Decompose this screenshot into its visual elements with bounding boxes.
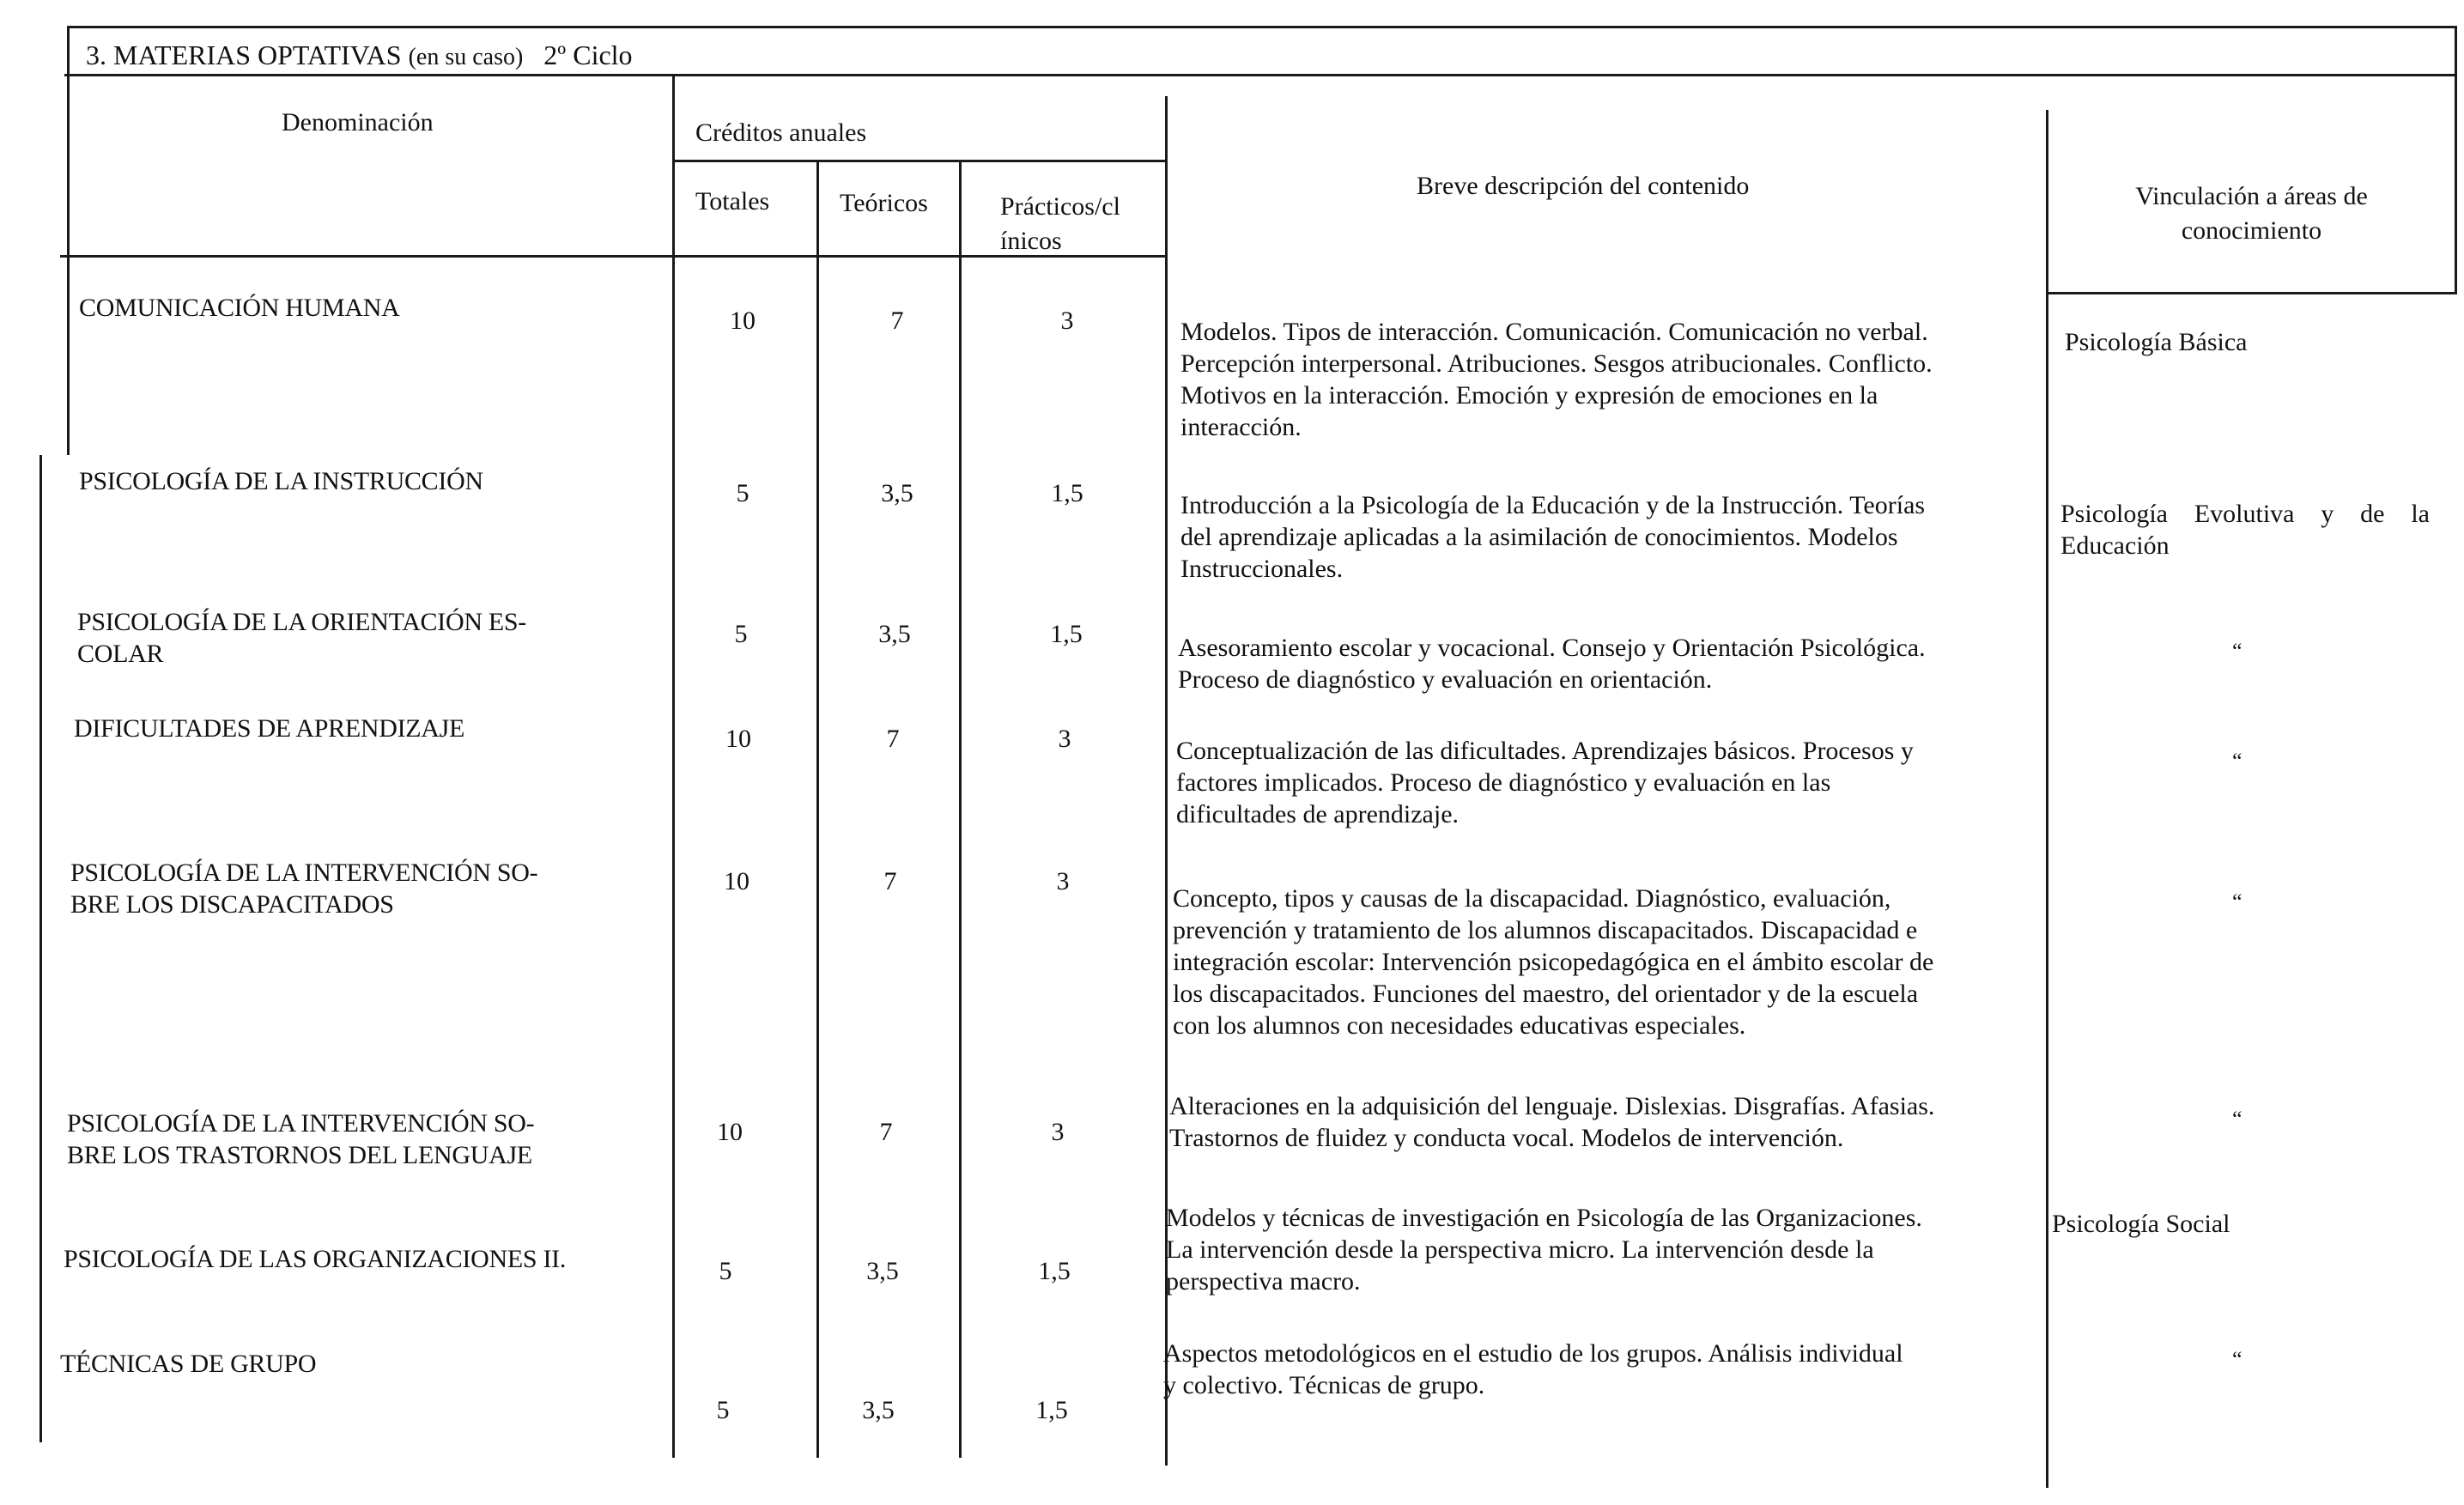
rule-totales [816, 161, 819, 1458]
course-description-line: Alteraciones en la adquisición del lenguaje. Dislexias. Disgrafías. Afasias. [1169, 1092, 1935, 1120]
credits-teoricos: 3,5 [881, 479, 913, 507]
rule-right [2455, 26, 2457, 294]
course-description-line: Introducción a la Psicología de la Educación y de la Instrucción. Teorías [1180, 491, 1926, 519]
credits-practicos: 1,5 [1035, 1396, 1068, 1424]
credits-practicos: 3 [1056, 867, 1070, 895]
course-description-line: Trastornos de fluidez y conducta vocal. Modelos de intervención. [1169, 1124, 1844, 1152]
credits-teoricos: 3,5 [866, 1257, 899, 1285]
course-description-line: Asesoramiento escolar y vocacional. Consejo y Orientación Psicológica. [1178, 634, 1926, 662]
course-name: DIFICULTADES DE APRENDIZAJE [74, 714, 465, 743]
rule-descripcion [2046, 110, 2048, 1488]
header-teoricos: Teóricos [840, 189, 928, 217]
course-name: BRE LOS TRASTORNOS DEL LENGUAJE [67, 1141, 532, 1169]
course-name: PSICOLOGÍA DE LA ORIENTACIÓN ES- [77, 608, 526, 636]
course-description-line: Instruccionales. [1180, 555, 1344, 583]
credits-totales: 5 [716, 1396, 730, 1424]
header-practicos-line1: Prácticos/cl [1000, 192, 1120, 221]
course-name: PSICOLOGÍA DE LA INTERVENCIÓN SO- [67, 1109, 535, 1138]
course-description-line: los discapacitados. Funciones del maestro, del orientador y de la escuela [1173, 980, 1919, 1008]
area-ditto-mark: “ [2232, 1347, 2242, 1372]
header-vinculacion-line1: Vinculación a áreas de [2135, 182, 2368, 210]
rule-top [69, 26, 2457, 28]
header-totales: Totales [695, 187, 770, 215]
course-description-line: del aprendizaje aplicadas a la asimilación de conocimientos. Modelos [1180, 523, 1898, 551]
section-title [86, 39, 633, 73]
course-description-line: interacción. [1180, 413, 1302, 441]
course-description-line: prevención y tratamiento de los alumnos discapacitados. Discapacidad e [1173, 916, 1918, 944]
course-name: BRE LOS DISCAPACITADOS [70, 890, 394, 919]
credits-practicos: 1,5 [1051, 479, 1083, 507]
rule-under-headers-right [2048, 292, 2457, 294]
course-name: PSICOLOGÍA DE LA INTERVENCIÓN SO- [70, 859, 538, 887]
course-description-line: Aspectos metodológicos en el estudio de los grupos. Análisis individual [1163, 1339, 1903, 1368]
credits-practicos: 1,5 [1050, 620, 1083, 648]
credits-totales: 10 [724, 867, 750, 895]
credits-practicos: 3 [1058, 725, 1071, 753]
knowledge-area: Psicología Social [2052, 1210, 2230, 1238]
header-practicos-line2: ínicos [1000, 227, 1062, 255]
header-vinculacion-line2: conocimiento [2181, 216, 2322, 245]
header-denominacion: Denominación [282, 108, 434, 137]
credits-teoricos: 7 [883, 867, 897, 895]
rule-under-title [64, 74, 2457, 76]
course-description-line: factores implicados. Proceso de diagnóstico y evaluación en las [1176, 768, 1831, 797]
header-creditos: Créditos anuales [695, 118, 867, 147]
course-description-line: Concepto, tipos y causas de la discapacidad. Diagnóstico, evaluación, [1173, 884, 1891, 913]
course-description-line: Percepción interpersonal. Atribuciones. Sesgos atribucionales. Conflicto. [1180, 349, 1933, 378]
area-ditto-mark: “ [2232, 749, 2242, 774]
course-description-line: Modelos y técnicas de investigación en Psicología de las Organizaciones. [1166, 1204, 1922, 1232]
section-cycle: 2º Ciclo [543, 39, 633, 70]
course-description-line: La intervención desde la perspectiva micro. La intervención desde la [1166, 1235, 1874, 1264]
section-number: 3. MATERIAS OPTATIVAS [86, 39, 402, 70]
credits-teoricos: 7 [890, 306, 904, 335]
course-description-line: Conceptualización de las dificultades. Aprendizajes básicos. Procesos y [1176, 737, 1914, 765]
rule-left [67, 26, 70, 455]
course-description-line: integración escolar: Intervención psicopedagógica en el ámbito escolar de [1173, 948, 1934, 976]
credits-teoricos: 7 [879, 1118, 893, 1146]
course-description-line: Motivos en la interacción. Emoción y expresión de emociones en la [1180, 381, 1878, 410]
credits-teoricos: 7 [886, 725, 900, 753]
rule-denominacion [672, 76, 675, 1458]
course-description-line: dificultades de aprendizaje. [1176, 800, 1460, 828]
course-name: COLAR [77, 640, 164, 668]
course-description-line: con los alumnos con necesidades educativas especiales. [1173, 1011, 1746, 1040]
rule-left-lower [39, 455, 42, 1442]
section-qualifier: (en su caso) [408, 44, 524, 70]
credits-practicos: 3 [1051, 1118, 1065, 1146]
course-description-line: Proceso de diagnóstico y evaluación en orientación. [1178, 665, 1713, 694]
header-descripcion: Breve descripción del contenido [1417, 172, 1750, 200]
area-ditto-mark: “ [2232, 639, 2242, 664]
credits-totales: 10 [730, 306, 756, 335]
credits-practicos: 1,5 [1038, 1257, 1071, 1285]
credits-teoricos: 3,5 [862, 1396, 895, 1424]
area-ditto-mark: “ [2232, 889, 2242, 914]
course-description-line: Modelos. Tipos de interacción. Comunicación. Comunicación no verbal. [1180, 318, 1928, 346]
credits-totales: 10 [725, 725, 751, 753]
knowledge-area: Psicología Evolutiva y de la [2060, 500, 2430, 528]
credits-totales: 5 [734, 620, 748, 648]
course-name: PSICOLOGÍA DE LAS ORGANIZACIONES II. [64, 1245, 567, 1273]
knowledge-area: Educación [2060, 531, 2170, 560]
credits-teoricos: 3,5 [878, 620, 911, 648]
credits-practicos: 3 [1060, 306, 1074, 335]
rule-under-creditos [674, 160, 1168, 162]
knowledge-area: Psicología Básica [2065, 328, 2248, 356]
course-name: PSICOLOGÍA DE LA INSTRUCCIÓN [79, 467, 483, 495]
rule-teoricos [959, 161, 962, 1458]
credits-totales: 10 [717, 1118, 743, 1146]
course-name: TÉCNICAS DE GRUPO [60, 1350, 317, 1378]
course-description-line: perspectiva macro. [1166, 1267, 1361, 1296]
credits-totales: 5 [719, 1257, 732, 1285]
course-description-line: y colectivo. Técnicas de grupo. [1163, 1371, 1485, 1399]
area-ditto-mark: “ [2232, 1107, 2242, 1132]
course-name: COMUNICACIÓN HUMANA [79, 294, 400, 322]
credits-totales: 5 [736, 479, 750, 507]
